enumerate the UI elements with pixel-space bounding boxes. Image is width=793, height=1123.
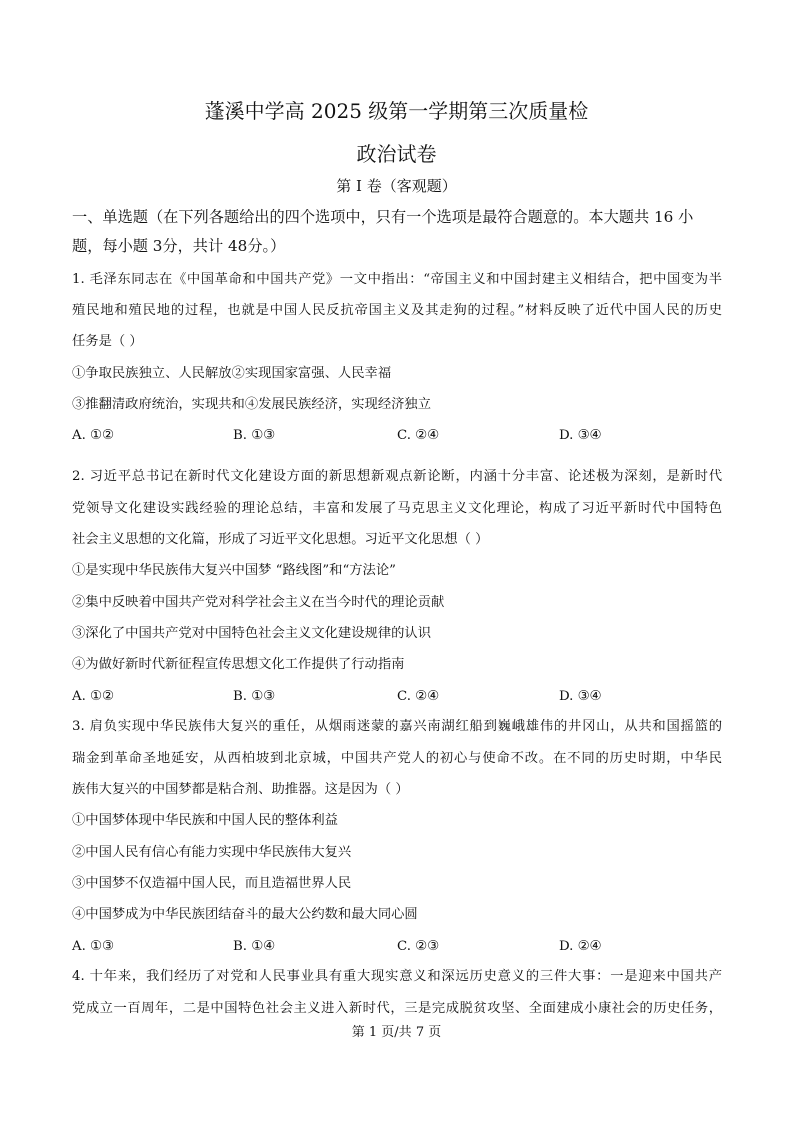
question-item: ②中国人民有信心有能力实现中华民族伟大复兴 — [72, 845, 352, 860]
option-d[interactable]: D. ③④ — [559, 428, 602, 443]
option-b[interactable]: B. ①③ — [233, 689, 276, 704]
question-item: ③深化了中国共产党对中国特色社会主义文化建设规律的认识 — [72, 626, 432, 641]
option-row — [72, 426, 722, 446]
question-stem-line: 2. 习近平总书记在新时代文化建设方面的新思想新观点新论断，内涵十分丰富、论述极为深刻，是新时代 — [72, 469, 722, 484]
option-d[interactable]: D. ③④ — [559, 689, 602, 704]
option-row — [72, 937, 722, 957]
question-stem-line: 党领导文化建设实践经验的理论总结，丰富和发展了马克思主义文化理论，构成了习近平新时代中国特色 — [72, 501, 722, 516]
page-number: 第 1 页/共 7 页 — [351, 1025, 442, 1040]
option-row — [72, 687, 722, 707]
question-stem-line: 瑞金到革命圣地延安，从西柏坡到北京城，中国共产党人的初心与使命不改。在不同的历史时期，中华民 — [72, 751, 722, 766]
question-item: ②集中反映着中国共产党对科学社会主义在当今时代的理论贡献 — [72, 595, 445, 610]
question-stem-line: 任务是（ ） — [72, 334, 143, 349]
question-item: ①中国梦体现中华民族和中国人民的整体利益 — [72, 813, 338, 828]
question-stem-line: 1. 毛泽东同志在《中国革命和中国共产党》一文中指出：“帝国主义和中国封建主义相结合，把中国变为半 — [72, 272, 722, 287]
question-item: ④为做好新时代新征程宣传思想文化工作提供了行动指南 — [72, 657, 405, 672]
option-a[interactable]: A. ①② — [72, 428, 114, 443]
option-c[interactable]: C. ②④ — [397, 428, 439, 443]
section-heading: 第 I 卷（客观题） — [336, 177, 457, 195]
question-item: ③推翻清政府统治，实现共和④发展民族经济，实现经济独立 — [72, 397, 432, 412]
question-stem-line: 殖民地和殖民地的过程，也就是中国人民反抗帝国主义及其走狗的过程。”材料反映了近代中国人民的历史 — [72, 303, 722, 318]
question-stem-line: 党成立一百周年，二是中国特色社会主义进入新时代，三是完成脱贫攻坚、全面建成小康社会的历史任务， — [72, 1001, 722, 1016]
question-stem-line: 3. 肩负实现中华民族伟大复兴的重任，从烟雨迷蒙的嘉兴南湖红船到巍峨雄伟的井冈山，从共和国摇篮的 — [72, 719, 722, 734]
option-b[interactable]: B. ①④ — [233, 939, 276, 954]
option-b[interactable]: B. ①③ — [233, 428, 276, 443]
option-a[interactable]: A. ①② — [72, 689, 114, 704]
question-item: ①是实现中华民族伟大复兴中国梦 “路线图”和“方法论” — [72, 563, 396, 578]
question-item: ④中国梦成为中华民族团结奋斗的最大公约数和最大同心圆 — [72, 907, 418, 922]
question-stem-line: 族伟大复兴的中国梦都是粘合剂、助推器。这是因为（ ） — [72, 782, 409, 797]
option-c[interactable]: C. ②④ — [397, 689, 439, 704]
question-item: ①争取民族独立、人民解放②实现国家富强、人民幸福 — [72, 366, 392, 381]
option-d[interactable]: D. ②④ — [559, 939, 602, 954]
option-c[interactable]: C. ②③ — [397, 939, 439, 954]
instructions-line-2: 题，每小题 3分，共计 48分。） — [72, 237, 286, 255]
question-item: ③中国梦不仅造福中国人民，而且造福世界人民 — [72, 876, 352, 891]
question-stem-line: 4. 十年来，我们经历了对党和人民事业具有重大现实意义和深远历史意义的三件大事：一是迎来中国共产 — [72, 969, 722, 984]
question-stem-line: 社会主义思想的文化篇，形成了习近平文化思想。习近平文化思想（ ） — [72, 532, 489, 547]
instructions-line-1: 一、单选题（在下列各题给出的四个选项中，只有一个选项是最符合题意的。本大题共 16 小 — [72, 208, 694, 226]
exam-title: 蓬溪中学高 2025 级第一学期第三次质量检 — [204, 99, 589, 123]
exam-subtitle: 政治试卷 — [356, 142, 437, 166]
option-a[interactable]: A. ①③ — [72, 939, 114, 954]
